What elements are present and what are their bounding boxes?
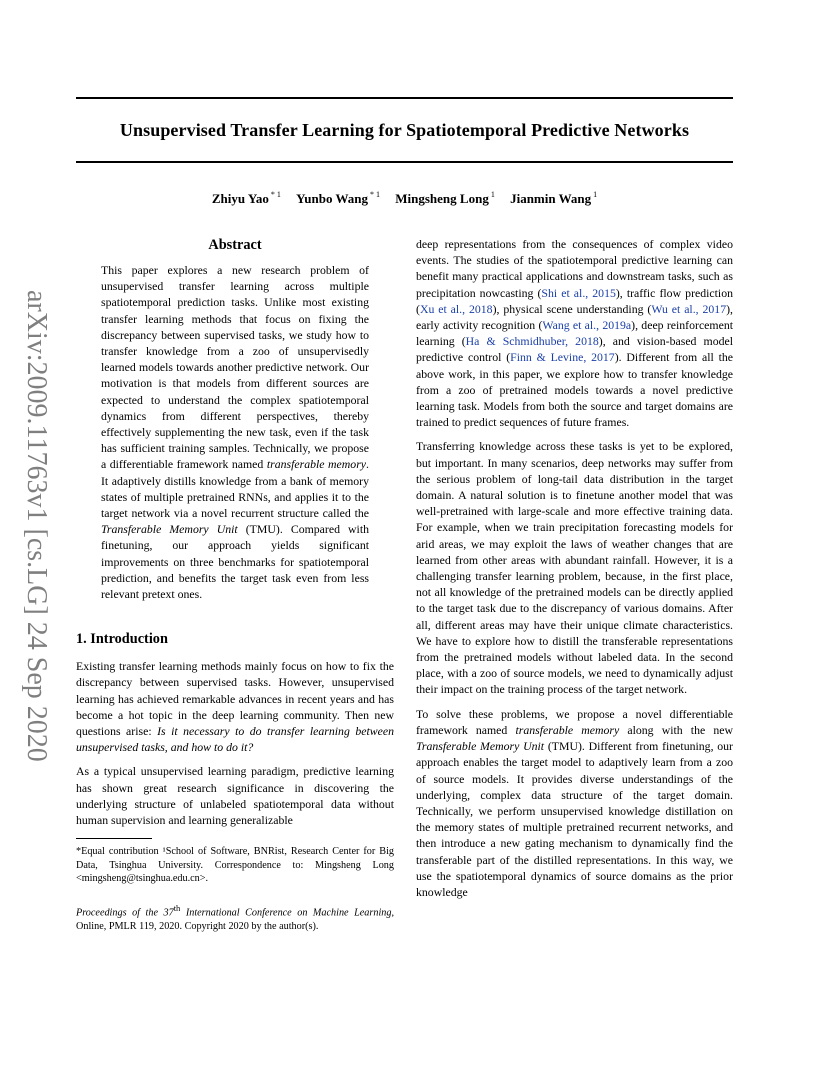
right-p1-g: ). Different from all the above work, in this paper, we explore how to transfer knowledge from a zoo of pretrained models towards a novel predictive learning task. Models from both the source and target domains are trained to predict sequences of future frames. — [416, 350, 733, 430]
right-paragraph-3 — [416, 706, 733, 900]
abstract-em-2: Transferable Memory Unit — [101, 522, 238, 537]
author-3-name: Mingsheng Long — [395, 191, 489, 206]
arxiv-stamp: arXiv:2009.11763v1 [cs.LG] 24 Sep 2020 — [21, 290, 52, 762]
author-1-name: Zhiyu Yao — [211, 191, 269, 206]
author-4-mark: 1 — [593, 190, 598, 199]
proceedings-note — [76, 902, 394, 933]
right-p3-c: (TMU). Different from finetuning, our approach enables the target model to adaptively learn from a zoo of source models. It provides diverse understandings of the underlying, complex data structure of the target domain. Technically, we perform unsupervised knowledge distillation on the memory states of multiple pretrained recurrent networks, and then introduce a new gating mechanism to dynamically find the transferable part of the distilled representations. In this way, we use the spatiotemporal dynamics of source domains as the prior knowledge — [416, 739, 733, 899]
cite-shi[interactable]: Shi et al., 2015 — [541, 285, 616, 300]
proceedings-em-2: International Conference on Machine Learning — [180, 907, 392, 919]
title-rule-bottom — [76, 161, 733, 163]
intro-heading: 1. Introduction — [76, 631, 168, 648]
author-3-mark: 1 — [490, 190, 495, 199]
right-p1-d: ), early activity recognition ( — [416, 301, 733, 333]
author-1-mark: * 1 — [270, 190, 281, 199]
cite-ha[interactable]: Ha & Schmidhuber, 2018 — [465, 334, 599, 349]
cite-wu[interactable]: Wu et al., 2017 — [651, 301, 727, 316]
abstract-em-1: transferable memory — [266, 457, 367, 472]
intro-p1-text: Existing transfer learning methods mainly focus on how to fix the discrepancy between supervised tasks. However, unsupervised learning has achieved remarkable advances in recent years and has become a hot topic in the deep learning community. Then new questions arise: — [76, 659, 394, 739]
abstract-part-1: This paper explores a new research problem of unsupervised transfer learning across multiple spatiotemporal prediction tasks. Unlike most existing transfer learning methods that focus on fixing the discrepancy between supervised tasks, we study how to transfer knowledge from a zoo of unsupervisedly learned models towards another predictive network. Our motivation is that models from different sources are expected to understand the complex spatiotemporal dynamics from different perspectives, thereby effectively supplementing the new task, even if the task has sufficient training samples. Technically, we propose a differentiable framework named — [101, 263, 369, 472]
right-paragraph-1 — [416, 236, 733, 430]
right-p3-em-1: transferable memory — [515, 722, 620, 737]
right-p3-b: along with the new — [619, 722, 733, 737]
intro-paragraph-2: As a typical unsupervised learning paradigm, predictive learning has shown great research significance in discovering the underlying structure of unlabeled spatiotemporal data without human supervision and learning generalizable — [76, 764, 394, 828]
author-1 — [212, 191, 281, 206]
right-p1-b: ), traffic flow prediction ( — [416, 285, 733, 316]
author-2 — [296, 191, 380, 206]
author-4 — [510, 191, 597, 206]
title-rule-top — [76, 97, 733, 99]
abstract-part-2: . It adaptively distills knowledge from a bank of memory states of multiple pretrained RNNs, and applies it to the target network via a novel recurrent structure called the — [101, 457, 369, 521]
proceedings-sup: th — [173, 902, 181, 913]
cite-finn[interactable]: Finn & Levine, 2017 — [510, 350, 615, 365]
author-4-name: Jianmin Wang — [510, 191, 592, 206]
intro-paragraph-1 — [76, 658, 394, 755]
proceedings-em-1: Proceedings of the 37 — [76, 907, 174, 919]
author-3 — [395, 191, 495, 206]
abstract-heading: Abstract — [208, 237, 262, 253]
right-paragraph-2: Transferring knowledge across these tasks is yet to be explored, but important. In many scenarios, deep networks may suffer from the serious problem of long-tail data distribution in the target domain. A natural solution is to finetune another model that was well-pretrained with large-scale and more effective training data. For example, when we train precipitation forecasting models for arid areas, we may exploit the laws of weather changes that are learned from other areas with abundant rainfall. However, it is a challenging transfer learning problem, because, in the first place, not all knowledge of the pretrained models can be directly applied to the target task due to the discrepancy of various domains. After all, different areas may have their unique climate characteristics. We have to explore how to distill the transferable representations from the pretrained models without labeled data. In the second place, with a zoo of source models, we need to dynamically adjust their impact on the training process of the target network. — [416, 439, 733, 697]
right-p3-em-2: Transferable Memory Unit — [416, 739, 545, 754]
footnote: *Equal contribution ¹School of Software, BNRist, Research Center for Big Data, Tsinghua University. Correspondence to: Mingsheng Long <mingsheng@tsinghua.edu.cn>. — [76, 846, 394, 885]
abstract-text — [101, 262, 369, 602]
right-p1-a: deep representations from the consequences of complex video events. The studies of the spatiotemporal predictive learning can benefit many practical applications and downstream tasks, such as precipitation nowcasting ( — [416, 237, 733, 300]
proceedings-text: , Online, PMLR 119, 2020. Copyright 2020 by the author(s). — [76, 907, 395, 932]
right-p3-a: To solve these problems, we propose a novel differentiable framework named — [416, 706, 733, 737]
right-p1-c: ), physical scene understanding ( — [492, 301, 652, 316]
footnote-rule — [76, 838, 152, 839]
left-column — [76, 236, 394, 933]
cite-wang[interactable]: Wang et al., 2019a — [542, 318, 632, 333]
abstract-part-3: (TMU). Compared with finetuning, our approach yields significant improvements on three benchmarks for spatiotemporal prediction, and benefits the target task even from less relevant pretext ones. — [101, 522, 370, 602]
right-p1-e: ), deep reinforcement learning ( — [416, 318, 733, 349]
author-2-name: Yunbo Wang — [296, 191, 369, 206]
intro-p1-em: Is it necessary to do transfer learning between unsupervised tasks, and how to do it? — [76, 724, 394, 755]
right-column — [416, 236, 733, 908]
right-p1-f: ), and vision-based model predictive control ( — [416, 334, 734, 365]
arxiv-stamp-container — [16, 290, 56, 762]
paper-title: Unsupervised Transfer Learning for Spatiotemporal Predictive Networks — [119, 120, 690, 140]
author-list — [76, 190, 733, 207]
author-2-mark: * 1 — [370, 190, 381, 199]
cite-xu[interactable]: Xu et al., 2018 — [419, 301, 493, 316]
